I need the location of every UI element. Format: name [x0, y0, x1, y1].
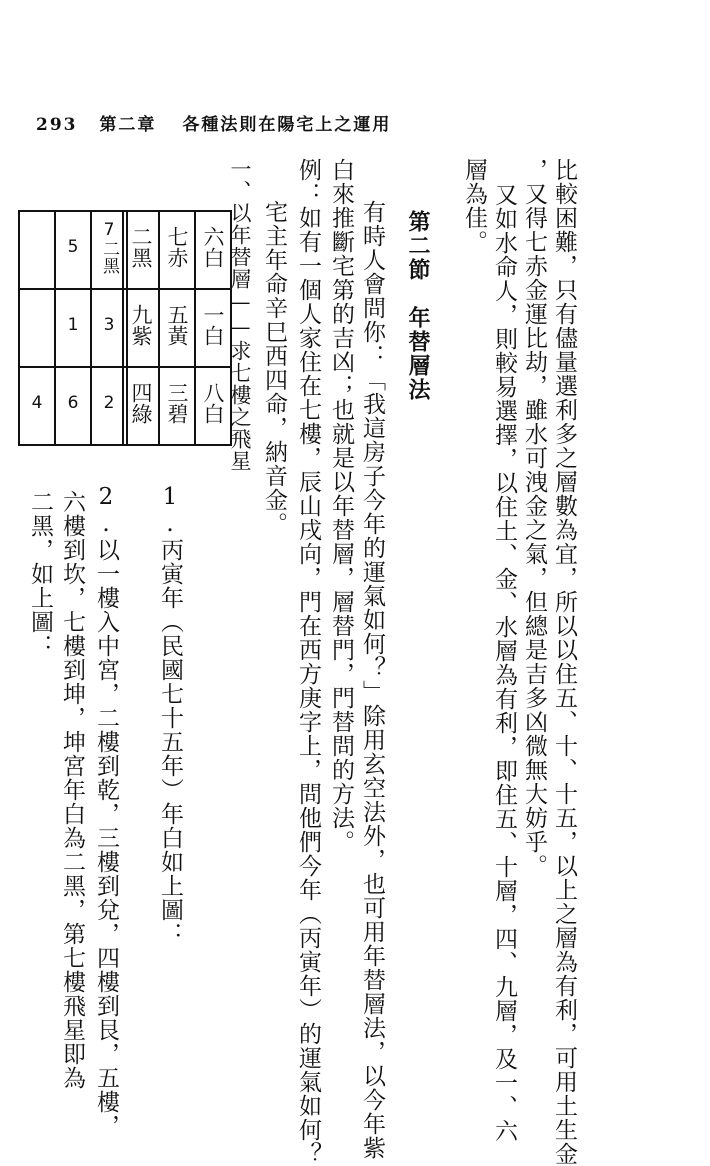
annual-star-grid: [122, 210, 232, 446]
text-column-11: 1.丙寅年（民國七十五年）年白如上圖：: [157, 484, 183, 946]
chapter-label: 第二章: [99, 115, 157, 135]
text-column-3: 又如水命人，則較易選擇，以住土、金、水層為有利，即住五、十層，四、九層，及一、六: [491, 183, 517, 1143]
grid-row: [123, 211, 231, 289]
grid-row: [123, 289, 231, 367]
grid-row: [19, 289, 127, 367]
grid-cell: 一白: [195, 289, 231, 367]
grid-cell: [19, 211, 55, 289]
grid-cell: 九紫: [123, 289, 159, 367]
grid-cell: 四綠: [123, 367, 159, 445]
grid-cell: [19, 289, 55, 367]
grid-cell: 五黃: [159, 289, 195, 367]
text-column-12: 2.以一樓入中宮，二樓到乾，三樓到兌，四樓到艮，五樓，: [93, 484, 119, 1138]
grid-row: [19, 211, 127, 289]
grid-cell: 三碧: [159, 367, 195, 445]
grid-cell: 5: [55, 211, 91, 289]
text-column-2: ，又得七赤金運比劫，雖水可洩金之氣，但總是吉多凶微無大妨乎。: [521, 158, 547, 878]
grid-cell: 六白: [195, 211, 231, 289]
page-header: [36, 110, 676, 140]
text-column-9: 宅主年命辛巳西四命，納音金。: [261, 200, 287, 536]
grid-cell: 7二黑: [91, 211, 127, 289]
grid-cell: 2: [91, 367, 127, 445]
text-column-1: 比較困難，只有儘量選利多之層數為宜，所以以住五、十、十五，以上之層為有利，可用土生金: [551, 158, 577, 1166]
floor-star-grid: [18, 210, 128, 446]
text-column-13: 六樓到坎，七樓到坤，坤宮年白為二黑，第七樓飛星即為: [59, 490, 85, 1090]
grid-cell: 1: [55, 289, 91, 367]
text-column-6: 有時人會問你：「我這房子今年的運氣如何？」除用玄空法外，也可用年替層法，以今年紫: [359, 200, 385, 1160]
text-column-7: 白來推斷宅第的吉凶；也就是以年替層，層替門，門替問的方法。: [328, 158, 354, 854]
text-column-14: 二黑，如上圖：: [27, 490, 53, 658]
text-column-8: 例：如有一個人家住在七樓，辰山戌向，門在西方庚字上，問他們今年（丙寅年）的運氣如何？: [295, 158, 321, 1166]
grid-row: [123, 367, 231, 445]
grid-cell: 4: [19, 367, 55, 445]
grid-cell: 3: [91, 289, 127, 367]
text-column-4: 層為佳。: [461, 158, 487, 254]
page-number: 293: [36, 115, 78, 135]
subsection-heading: 一、以年替層——求七樓之飛星: [228, 158, 252, 472]
section-title: 第二節 年替層法: [405, 210, 431, 402]
grid-cell: 6: [55, 367, 91, 445]
grid-row: [19, 367, 127, 445]
grid-cell: 七赤: [159, 211, 195, 289]
grid-cell: 二黑: [123, 211, 159, 289]
grid-cell: 八白: [195, 367, 231, 445]
chapter-title: 各種法則在陽宅上之運用: [182, 115, 392, 135]
